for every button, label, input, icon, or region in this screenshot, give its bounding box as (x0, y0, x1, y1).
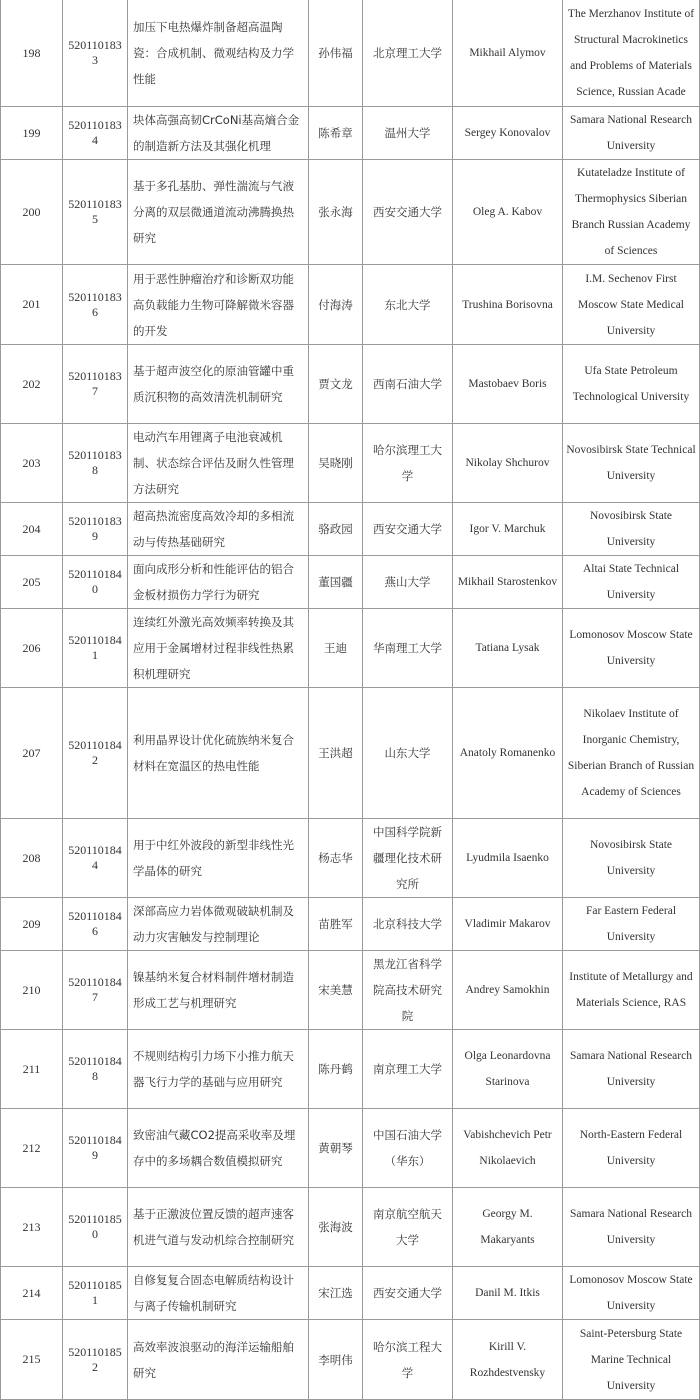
chinese-institution: 燕山大学 (363, 556, 453, 609)
row-number: 199 (1, 107, 63, 160)
project-title: 连续红外激光高效频率转换及其应用于金属增材过程非线性热累积机理研究 (128, 609, 309, 688)
project-code: 5201101840 (63, 556, 128, 609)
russian-expert: Anatoly Romanenko (453, 688, 563, 819)
russian-expert: Sergey Konovalov (453, 107, 563, 160)
table-row (1, 688, 700, 819)
table-row (1, 819, 700, 898)
chinese-institution: 中国石油大学（华东） (363, 1109, 453, 1188)
project-code: 5201101834 (63, 107, 128, 160)
russian-expert: Kirill V. Rozhdestvensky (453, 1320, 563, 1400)
chinese-institution: 南京理工大学 (363, 1030, 453, 1109)
russian-institution: Samara National Research University (563, 1188, 700, 1267)
project-code: 5201101833 (63, 0, 128, 107)
row-number: 214 (1, 1267, 63, 1320)
table-row (1, 1188, 700, 1267)
russian-expert: Nikolay Shchurov (453, 424, 563, 503)
row-number: 200 (1, 160, 63, 265)
project-code: 5201101837 (63, 345, 128, 424)
table-row (1, 1109, 700, 1188)
table-row (1, 265, 700, 345)
russian-institution: Nikolaev Institute of Inorganic Chemistry, Siberian Branch of Russian Academy of Sciences (563, 688, 700, 819)
chinese-institution: 北京科技大学 (363, 898, 453, 951)
row-number: 212 (1, 1109, 63, 1188)
russian-expert: Danil M. Itkis (453, 1267, 563, 1320)
table-row (1, 424, 700, 503)
project-leader: 黄朝琴 (309, 1109, 363, 1188)
project-leader: 李明伟 (309, 1320, 363, 1400)
chinese-institution: 西安交通大学 (363, 160, 453, 265)
project-code: 5201101848 (63, 1030, 128, 1109)
project-code: 5201101844 (63, 819, 128, 898)
russian-institution: Kutateladze Institute of Thermophysics Siberian Branch Russian Academy of Sciences (563, 160, 700, 265)
table-row (1, 556, 700, 609)
project-title: 用于恶性肿瘤治疗和诊断双功能高负载能力生物可降解微米容器的开发 (128, 265, 309, 345)
project-code: 5201101842 (63, 688, 128, 819)
chinese-institution: 哈尔滨工程大学 (363, 1320, 453, 1400)
russian-expert: Georgy M. Makaryants (453, 1188, 563, 1267)
project-leader: 骆政园 (309, 503, 363, 556)
project-code: 5201101836 (63, 265, 128, 345)
project-leader: 张海波 (309, 1188, 363, 1267)
russian-institution: Samara National Research University (563, 107, 700, 160)
project-code: 5201101838 (63, 424, 128, 503)
russian-institution: The Merzhanov Institute of Structural Macrokinetics and Problems of Materials Science, Russian Acade (563, 0, 700, 107)
table-row (1, 345, 700, 424)
project-leader: 苗胜军 (309, 898, 363, 951)
row-number: 201 (1, 265, 63, 345)
row-number: 208 (1, 819, 63, 898)
russian-expert: Tatiana Lysak (453, 609, 563, 688)
russian-institution: Novosibirsk State University (563, 819, 700, 898)
project-title: 基于正激波位置反馈的超声速客机进气道与发动机综合控制研究 (128, 1188, 309, 1267)
chinese-institution: 山东大学 (363, 688, 453, 819)
project-leader: 宋江选 (309, 1267, 363, 1320)
project-title: 自修复复合固态电解质结构设计与离子传输机制研究 (128, 1267, 309, 1320)
project-leader: 张永海 (309, 160, 363, 265)
project-leader: 吴晓刚 (309, 424, 363, 503)
russian-institution: Ufa State Petroleum Technological University (563, 345, 700, 424)
table-body (1, 0, 700, 1400)
row-number: 198 (1, 0, 63, 107)
project-title: 电动汽车用锂离子电池衰减机制、状态综合评估及耐久性管理方法研究 (128, 424, 309, 503)
project-leader: 宋美慧 (309, 951, 363, 1030)
project-leader: 杨志华 (309, 819, 363, 898)
row-number: 207 (1, 688, 63, 819)
russian-institution: Novosibirsk State University (563, 503, 700, 556)
chinese-institution: 中国科学院新疆理化技术研究所 (363, 819, 453, 898)
row-number: 210 (1, 951, 63, 1030)
russian-institution: Institute of Metallurgy and Materials Science, RAS (563, 951, 700, 1030)
project-code: 5201101847 (63, 951, 128, 1030)
chinese-institution: 哈尔滨理工大学 (363, 424, 453, 503)
table-row (1, 1320, 700, 1400)
russian-institution: I.M. Sechenov First Moscow State Medical University (563, 265, 700, 345)
chinese-institution: 黑龙江省科学院高技术研究院 (363, 951, 453, 1030)
russian-expert: Lyudmila Isaenko (453, 819, 563, 898)
russian-institution: Saint-Petersburg State Marine Technical University (563, 1320, 700, 1400)
table-row (1, 1030, 700, 1109)
project-title: 深部高应力岩体微观破缺机制及动力灾害触发与控制理论 (128, 898, 309, 951)
project-title: 利用晶界设计优化硫族纳米复合材料在宽温区的热电性能 (128, 688, 309, 819)
table-row (1, 1267, 700, 1320)
russian-expert: Oleg A. Kabov (453, 160, 563, 265)
russian-expert: Mikhail Starostenkov (453, 556, 563, 609)
russian-institution: Novosibirsk State Technical University (563, 424, 700, 503)
row-number: 203 (1, 424, 63, 503)
russian-expert: Vabishchevich Petr Nikolaevich (453, 1109, 563, 1188)
project-leader: 付海涛 (309, 265, 363, 345)
row-number: 211 (1, 1030, 63, 1109)
chinese-institution: 西南石油大学 (363, 345, 453, 424)
project-code: 5201101852 (63, 1320, 128, 1400)
russian-expert: Mastobaev Boris (453, 345, 563, 424)
row-number: 215 (1, 1320, 63, 1400)
chinese-institution: 西安交通大学 (363, 1267, 453, 1320)
chinese-institution: 东北大学 (363, 265, 453, 345)
russian-expert: Olga Leonardovna Starinova (453, 1030, 563, 1109)
project-title: 致密油气藏CO2提高采收率及埋存中的多场耦合数值模拟研究 (128, 1109, 309, 1188)
project-code: 5201101846 (63, 898, 128, 951)
russian-expert: Igor V. Marchuk (453, 503, 563, 556)
table-row (1, 951, 700, 1030)
row-number: 205 (1, 556, 63, 609)
russian-expert: Trushina Borisovna (453, 265, 563, 345)
table-row (1, 503, 700, 556)
project-code: 5201101851 (63, 1267, 128, 1320)
russian-institution: North-Eastern Federal University (563, 1109, 700, 1188)
row-number: 202 (1, 345, 63, 424)
chinese-institution: 温州大学 (363, 107, 453, 160)
table-row (1, 898, 700, 951)
table-row (1, 609, 700, 688)
project-title: 镍基纳米复合材料制件增材制造形成工艺与机理研究 (128, 951, 309, 1030)
russian-institution: Altai State Technical University (563, 556, 700, 609)
project-title: 不规则结构引力场下小推力航天器飞行力学的基础与应用研究 (128, 1030, 309, 1109)
table-row (1, 160, 700, 265)
project-title: 超高热流密度高效冷却的多相流动与传热基础研究 (128, 503, 309, 556)
table-row (1, 0, 700, 107)
project-leader: 董国疆 (309, 556, 363, 609)
project-leader: 孙伟福 (309, 0, 363, 107)
chinese-institution: 南京航空航天大学 (363, 1188, 453, 1267)
project-title: 面向成形分析和性能评估的铝合金板材损伤力学行为研究 (128, 556, 309, 609)
project-code: 5201101835 (63, 160, 128, 265)
project-leader: 王洪超 (309, 688, 363, 819)
project-title: 块体高强高韧CrCoNi基高熵合金的制造新方法及其强化机理 (128, 107, 309, 160)
project-title: 基于多孔基肋、弹性湍流与气液分离的双层微通道流动沸腾换热研究 (128, 160, 309, 265)
project-code: 5201101850 (63, 1188, 128, 1267)
russian-institution: Lomonosov Moscow State University (563, 1267, 700, 1320)
project-title: 加压下电热爆炸制备超高温陶瓷：合成机制、微观结构及力学性能 (128, 0, 309, 107)
chinese-institution: 北京理工大学 (363, 0, 453, 107)
russian-expert: Andrey Samokhin (453, 951, 563, 1030)
project-code: 5201101839 (63, 503, 128, 556)
russian-expert: Mikhail Alymov (453, 0, 563, 107)
table-row (1, 107, 700, 160)
row-number: 209 (1, 898, 63, 951)
row-number: 213 (1, 1188, 63, 1267)
project-title: 高效率波浪驱动的海洋运输船舶研究 (128, 1320, 309, 1400)
project-code: 5201101841 (63, 609, 128, 688)
russian-institution: Far Eastern Federal University (563, 898, 700, 951)
chinese-institution: 西安交通大学 (363, 503, 453, 556)
chinese-institution: 华南理工大学 (363, 609, 453, 688)
project-leader: 贾文龙 (309, 345, 363, 424)
row-number: 206 (1, 609, 63, 688)
project-leader: 陈希章 (309, 107, 363, 160)
project-code: 5201101849 (63, 1109, 128, 1188)
russian-institution: Lomonosov Moscow State University (563, 609, 700, 688)
project-title: 基于超声波空化的原油管罐中重质沉积物的高效清洗机制研究 (128, 345, 309, 424)
russian-institution: Samara National Research University (563, 1030, 700, 1109)
project-leader: 王迪 (309, 609, 363, 688)
russian-expert: Vladimir Makarov (453, 898, 563, 951)
project-title: 用于中红外波段的新型非线性光学晶体的研究 (128, 819, 309, 898)
row-number: 204 (1, 503, 63, 556)
project-leader: 陈丹鹤 (309, 1030, 363, 1109)
